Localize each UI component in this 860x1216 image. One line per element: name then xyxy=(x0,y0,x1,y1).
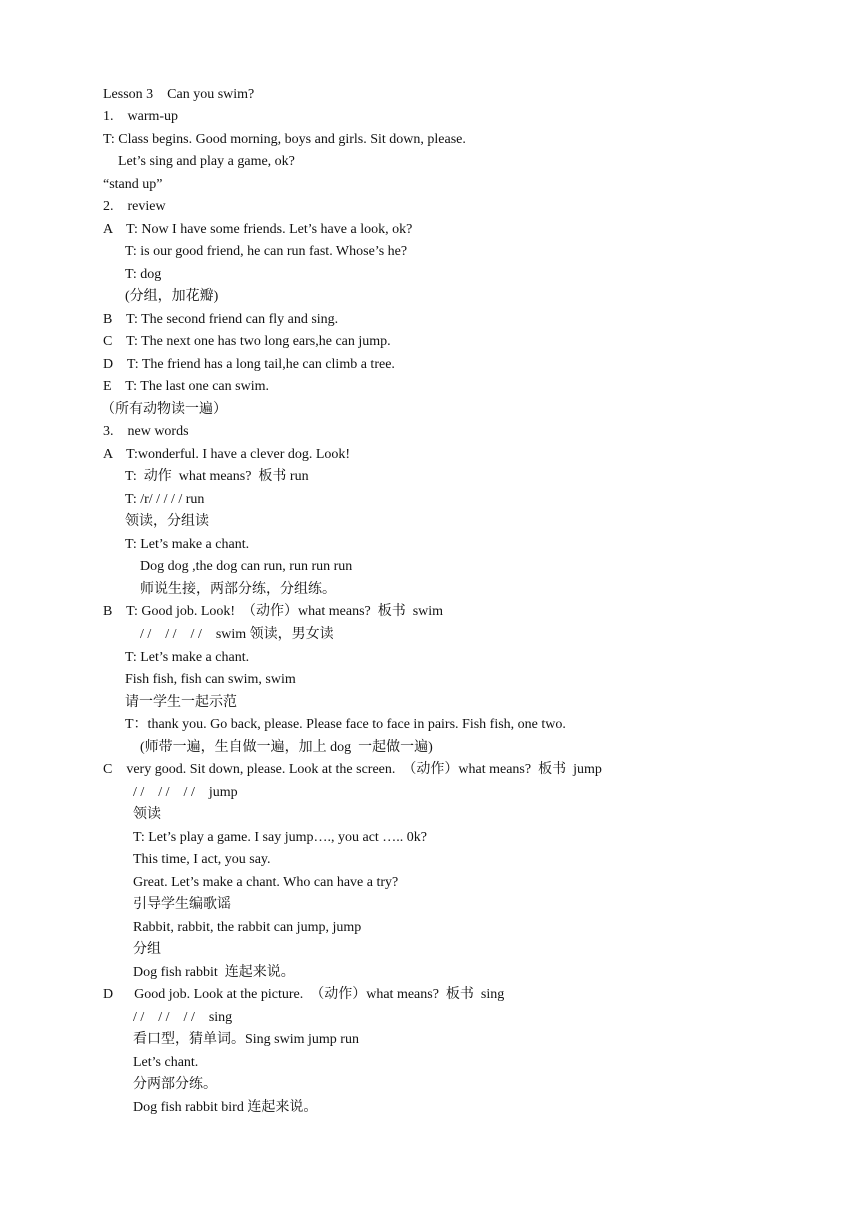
text-line: 分两部分练。 xyxy=(133,1077,217,1092)
text-line: “stand up” xyxy=(103,177,163,192)
text-line: (分组，加花瓣) xyxy=(125,289,219,304)
text-line: T: Let’s make a chant. xyxy=(125,650,250,665)
section-heading-new-words: 3. new words xyxy=(103,424,189,439)
text-line: Rabbit, rabbit, the rabbit can jump, jump xyxy=(133,920,362,935)
section-heading-review: 2. review xyxy=(103,199,166,214)
text-line: 请一学生一起示范 xyxy=(125,695,237,710)
text-line: 师说生接，两部分练，分组练。 xyxy=(140,582,336,597)
lesson-title: Lesson 3 Can you swim? xyxy=(103,87,255,102)
text-line: / / / / / / jump xyxy=(133,785,238,800)
text-line: T：thank you. Go back, please. Please face to face in pairs. Fish fish, one two. xyxy=(125,717,566,732)
text-line: A T:wonderful. I have a clever dog. Look! xyxy=(103,447,351,462)
text-line: 引导学生编歌谣 xyxy=(133,897,231,912)
text-line: 看口型，猜单词。Sing swim jump run xyxy=(133,1032,359,1047)
text-line: Fish fish, fish can swim, swim xyxy=(125,672,296,687)
text-line: Dog fish rabbit bird 连起来说。 xyxy=(133,1100,318,1115)
text-line: (师带一遍，生自做一遍，加上 dog 一起做一遍) xyxy=(140,740,433,755)
text-line: C T: The next one has two long ears,he can jump. xyxy=(103,334,391,349)
text-line: C very good. Sit down, please. Look at the screen. （动作）what means? 板书 jump xyxy=(103,762,602,777)
text-line: B T: Good job. Look! （动作）what means? 板书 swim xyxy=(103,604,444,619)
text-line: （所有动物读一遍） xyxy=(101,402,227,417)
text-line: / / / / / / swim 领读，男女读 xyxy=(140,627,334,642)
text-line: A T: Now I have some friends. Let’s have a look, ok? xyxy=(103,222,413,237)
text-line: Let’s chant. xyxy=(133,1055,199,1070)
text-line: 领读，分组读 xyxy=(125,514,209,529)
text-line: Let’s sing and play a game, ok? xyxy=(118,154,295,169)
text-line: Dog dog ,the dog can run, run run run xyxy=(140,559,353,574)
text-line: D Good job. Look at the picture. （动作）what means? 板书 sing xyxy=(103,987,505,1002)
text-line: T: Class begins. Good morning, boys and girls. Sit down, please. xyxy=(103,132,466,147)
text-line: E T: The last one can swim. xyxy=(103,379,269,394)
text-line: B T: The second friend can fly and sing. xyxy=(103,312,339,327)
text-line: 分组 xyxy=(133,942,161,957)
section-heading-warm-up: 1. warm-up xyxy=(103,109,179,124)
text-line: T: Let’s make a chant. xyxy=(125,537,250,552)
text-line: T: /r/ / / / / run xyxy=(125,492,205,507)
text-line: This time, I act, you say. xyxy=(133,852,271,867)
text-line: T: 动作 what means? 板书 run xyxy=(125,469,309,484)
text-line: T: dog xyxy=(125,267,162,282)
text-line: T: is our good friend, he can run fast. Whose’s he? xyxy=(125,244,408,259)
text-line: T: Let’s play a game. I say jump…., you act ….. 0k? xyxy=(133,830,428,845)
text-line: Dog fish rabbit 连起来说。 xyxy=(133,965,295,980)
text-line: / / / / / / sing xyxy=(133,1010,233,1025)
text-line: 领读 xyxy=(133,807,161,822)
text-line: D T: The friend has a long tail,he can climb a tree. xyxy=(103,357,395,372)
text-line: Great. Let’s make a chant. Who can have a try? xyxy=(133,875,399,890)
